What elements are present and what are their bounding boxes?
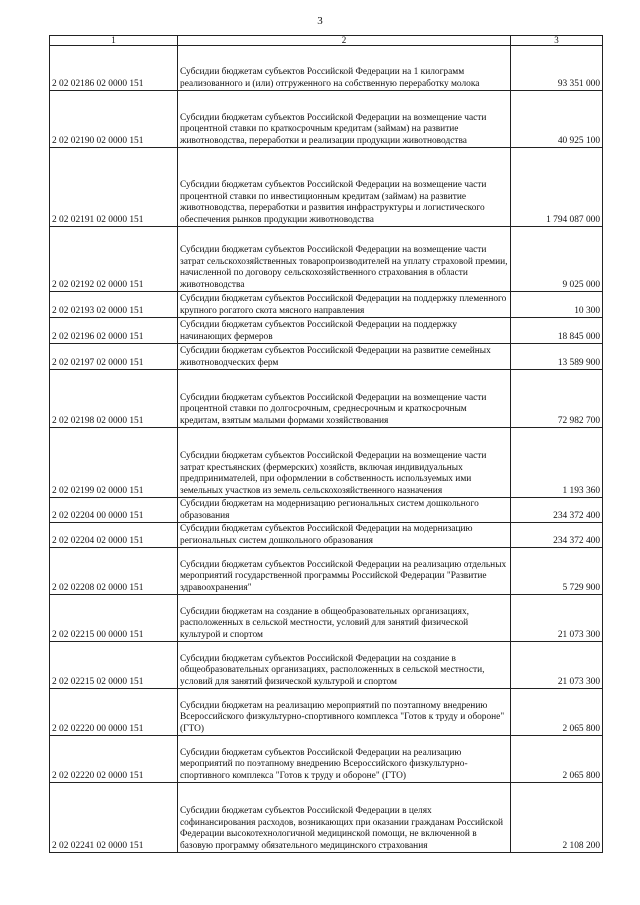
row-amount: 13 589 900 — [511, 344, 603, 370]
row-amount: 21 073 300 — [511, 642, 603, 689]
table-row — [50, 689, 603, 736]
row-amount: 234 372 400 — [511, 523, 603, 548]
header-col-1: 1 — [50, 36, 178, 46]
row-description: Субсидии бюджетам субъектов Российской Федерации на модернизацию региональных систем дошкольного образования — [178, 523, 511, 548]
row-description: Субсидии бюджетам субъектов Российской Федерации на возмещение части затрат крестьянских (фермерских) хозяйств, включая индивидуальных предпринимателей, при оформлении в собственность используемых ими земельных участков из земель сельскохозяйственного назначения — [178, 428, 511, 498]
row-code: 2 02 02197 02 0000 151 — [50, 344, 178, 370]
row-description: Субсидии бюджетам субъектов Российской Федерации на развитие семейных животноводческих ферм — [178, 344, 511, 370]
table-row — [50, 344, 603, 370]
row-amount: 1 193 360 — [511, 428, 603, 498]
table-row — [50, 498, 603, 523]
page-number: 3 — [317, 15, 323, 27]
row-amount: 21 073 300 — [511, 595, 603, 642]
row-amount: 1 794 087 000 — [511, 148, 603, 227]
budget-table — [49, 35, 603, 853]
row-amount: 93 351 000 — [511, 46, 603, 91]
row-code: 2 02 02215 00 0000 151 — [50, 595, 178, 642]
table-row — [50, 318, 603, 344]
row-amount: 40 925 100 — [511, 91, 603, 148]
table-row — [50, 370, 603, 428]
row-amount: 5 729 900 — [511, 548, 603, 595]
table-row — [50, 595, 603, 642]
row-code: 2 02 02208 02 0000 151 — [50, 548, 178, 595]
row-code: 2 02 02220 02 0000 151 — [50, 736, 178, 783]
row-amount: 10 300 — [511, 292, 603, 318]
table-row — [50, 46, 603, 91]
row-code: 2 02 02220 00 0000 151 — [50, 689, 178, 736]
row-amount: 2 108 200 — [511, 783, 603, 853]
row-description: Субсидии бюджетам субъектов Российской Федерации на поддержку племенного крупного рогатого скота мясного направления — [178, 292, 511, 318]
row-amount: 234 372 400 — [511, 498, 603, 523]
row-amount: 2 065 800 — [511, 736, 603, 783]
table-row — [50, 428, 603, 498]
row-description: Субсидии бюджетам на реализацию мероприятий по поэтапному внедрению Всероссийского физкультурно-спортивного комплекса "Готов к труду и обороне" (ГТО) — [178, 689, 511, 736]
row-code: 2 02 02204 02 0000 151 — [50, 523, 178, 548]
row-description: Субсидии бюджетам субъектов Российской Федерации на 1 килограмм реализованного и (или) отгруженного на собственную переработку молока — [178, 46, 511, 91]
row-description: Субсидии бюджетам субъектов Российской Федерации на поддержку начинающих фермеров — [178, 318, 511, 344]
row-code: 2 02 02241 02 0000 151 — [50, 783, 178, 853]
header-col-2: 2 — [178, 36, 511, 46]
row-code: 2 02 02193 02 0000 151 — [50, 292, 178, 318]
row-amount: 9 025 000 — [511, 227, 603, 292]
row-code: 2 02 02204 00 0000 151 — [50, 498, 178, 523]
row-amount: 2 065 800 — [511, 689, 603, 736]
row-code: 2 02 02190 02 0000 151 — [50, 91, 178, 148]
header-col-3: 3 — [511, 36, 603, 46]
row-description: Субсидии бюджетам субъектов Российской Федерации на реализацию мероприятий по поэтапному внедрению Всероссийского физкультурно-спортивного комплекса "Готов к труду и обороне" (ГТО) — [178, 736, 511, 783]
row-code: 2 02 02199 02 0000 151 — [50, 428, 178, 498]
table-row — [50, 548, 603, 595]
table-row — [50, 783, 603, 853]
row-description: Субсидии бюджетам субъектов Российской Федерации в целях софинансирования расходов, возникающих при оказании гражданам Российской Федерации высокотехнологичной медицинской помощи, не включенной в базовую программу обязательного медицинского страхования — [178, 783, 511, 853]
table-row — [50, 642, 603, 689]
row-amount: 18 845 000 — [511, 318, 603, 344]
row-description: Субсидии бюджетам на модернизацию региональных систем дошкольного образования — [178, 498, 511, 523]
row-code: 2 02 02191 02 0000 151 — [50, 148, 178, 227]
row-description: Субсидии бюджетам на создание в общеобразовательных организациях, расположенных в сельской местности, условий для занятий физической культурой и спортом — [178, 595, 511, 642]
row-code: 2 02 02196 02 0000 151 — [50, 318, 178, 344]
row-description: Субсидии бюджетам субъектов Российской Федерации на возмещение части процентной ставки по инвестиционным кредитам (займам) на развитие животноводства, переработки и развития инфраструктуры и логистического обеспечения рынков продукции животноводства — [178, 148, 511, 227]
row-description: Субсидии бюджетам субъектов Российской Федерации на создание в общеобразовательных организациях, расположенных в сельской местности, условий для занятий физической культурой и спортом — [178, 642, 511, 689]
row-amount: 72 982 700 — [511, 370, 603, 428]
row-code: 2 02 02186 02 0000 151 — [50, 46, 178, 91]
row-code: 2 02 02215 02 0000 151 — [50, 642, 178, 689]
row-code: 2 02 02192 02 0000 151 — [50, 227, 178, 292]
row-description: Субсидии бюджетам субъектов Российской Федерации на возмещение части процентной ставки по долгосрочным, среднесрочным и краткосрочным кредитам, взятым малыми формами хозяйствования — [178, 370, 511, 428]
table-row — [50, 292, 603, 318]
row-description: Субсидии бюджетам субъектов Российской Федерации на реализацию отдельных мероприятий государственной программы Российской Федерации "Развитие здравоохранения" — [178, 548, 511, 595]
row-code: 2 02 02198 02 0000 151 — [50, 370, 178, 428]
row-description: Субсидии бюджетам субъектов Российской Федерации на возмещение части затрат сельскохозяйственных товаропроизводителей на уплату страховой премии, начисленной по договору сельскохозяйственного страхования в области животноводства — [178, 227, 511, 292]
table-row — [50, 227, 603, 292]
table-header-row — [50, 36, 603, 46]
table-row — [50, 736, 603, 783]
table-row — [50, 523, 603, 548]
row-description: Субсидии бюджетам субъектов Российской Федерации на возмещение части процентной ставки по краткосрочным кредитам (займам) на развитие животноводства, переработки и реализации продукции животноводства — [178, 91, 511, 148]
table-row — [50, 91, 603, 148]
table-row — [50, 148, 603, 227]
